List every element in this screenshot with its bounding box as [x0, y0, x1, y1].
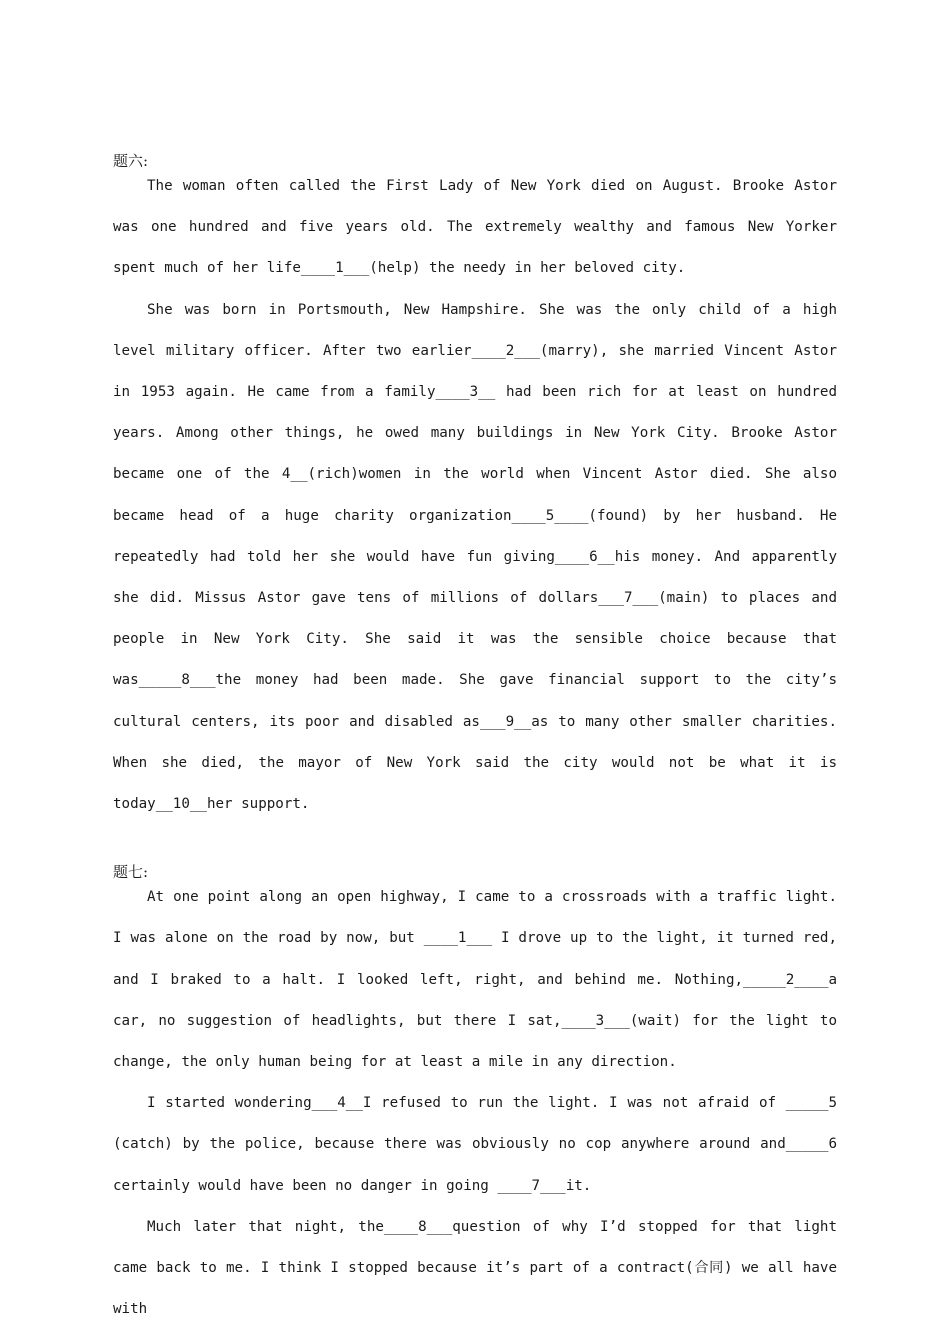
section-seven-paragraph-3: Much later that night, the____8___question of why I’d stopped for that light came back to me. I think I stopped because it’s part of a contract(合同) we all have with [113, 1218, 837, 1318]
section-six-paragraph-1: The woman often called the First Lady of New York died on August. Brooke Astor was one hundred and five years old. The extremely wealthy and famous New Yorker spent much of her life____1___(help) the needy in her beloved city. [113, 178, 837, 277]
section-six [113, 150, 837, 825]
section-seven [113, 861, 837, 1330]
section-seven-heading: 题七: [113, 863, 149, 882]
section-seven-paragraph-1: At one point along an open highway, I came to a crossroads with a traffic light. I was alone on the road by now, but ____1___ I drove up to the light, it turned red, and I braked to a halt. I looked left, right, and behind me. Nothing,_____2____a car, no suggestion of headlights, but there I sat,____3___(wait) for the light to change, the only human being for at least a mile in any direction. [113, 889, 837, 1071]
section-six-heading: 题六: [113, 152, 149, 170]
section-seven-paragraph-2: I started wondering___4__I refused to run the light. I was not afraid of _____5 (catch) by the police, because there was obviously no cop anywhere around and_____6 certainly would have been no danger in going ____7___it. [113, 1095, 837, 1194]
document-page [113, 150, 837, 1330]
section-six-paragraph-2: She was born in Portsmouth, New Hampshire. She was the only child of a high level military officer. After two earlier____2___(marry), she married Vincent Astor in 1953 again. He came from a family____3__ had been rich for at least on hundred years. Among other things, he owed many buildings in New York City. Brooke Astor became one of the 4__(rich)women in the world when Vincent Astor died. She also became head of a huge charity organization____5____(found) by her husband. He repeatedly had told her she would have fun giving____6__his money. And apparently she did. Missus Astor gave tens of millions of dollars___7___(main) to places and people in New York City. She said it was the sensible choice because that was_____8___the money had been made. She gave financial support to the city’s cultural centers, its poor and disabled as___9__as to many other smaller charities. When she died, the mayor of New York said the city would not be what it is today__10__her support. [113, 301, 837, 813]
